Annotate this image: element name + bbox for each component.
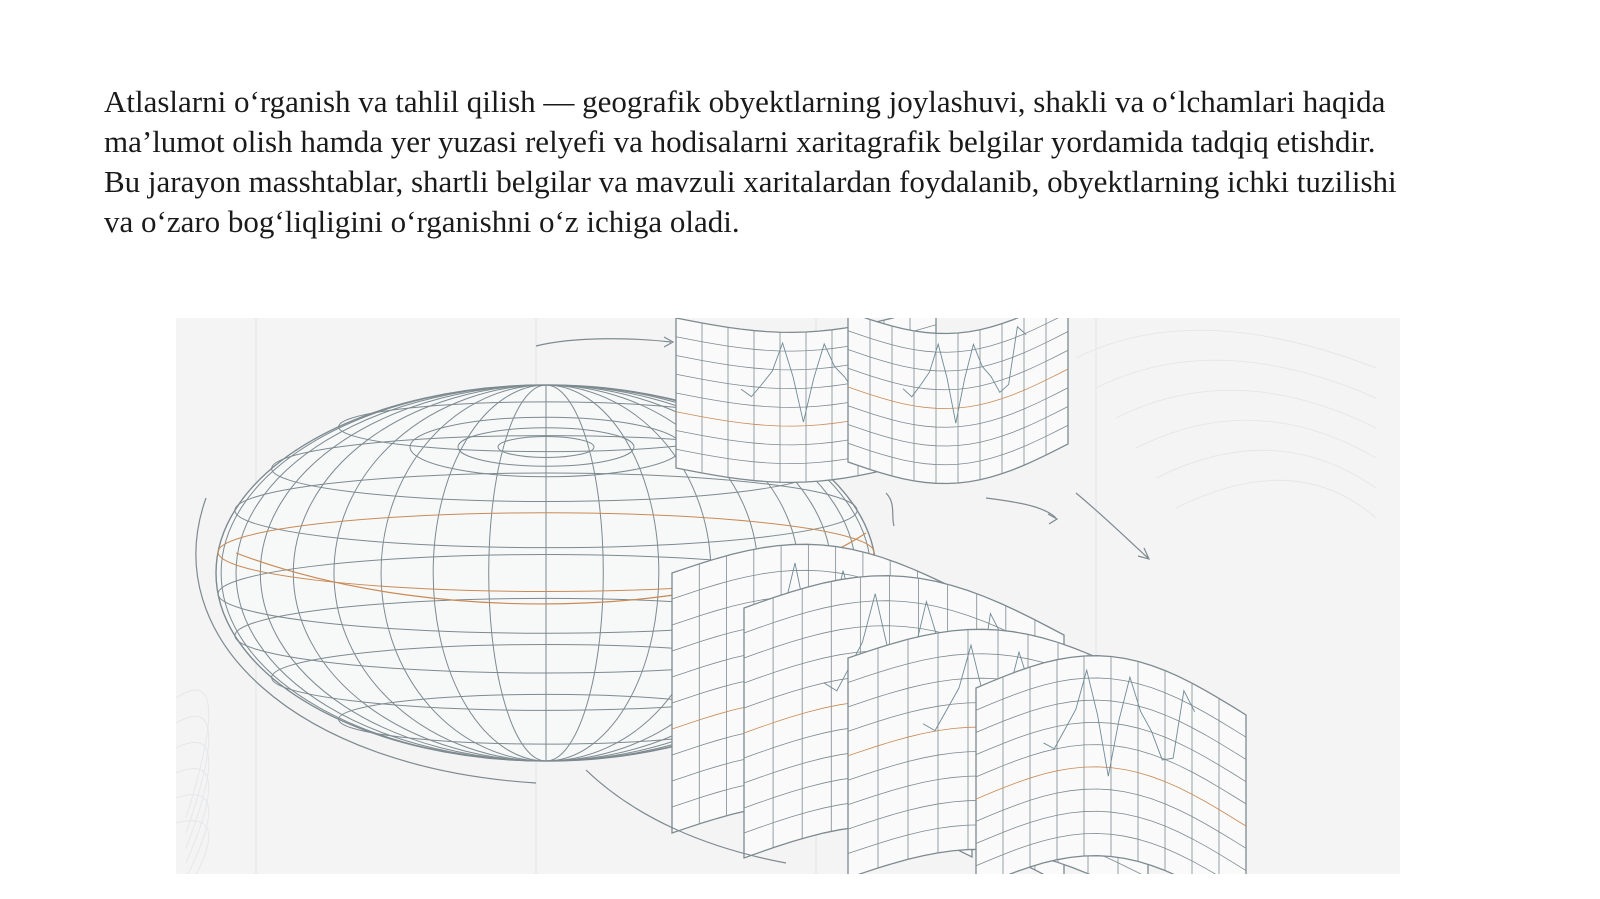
contour-line [176,769,209,863]
flow-arrow [886,493,894,526]
contour-line [1156,450,1376,488]
contour-line [1136,420,1376,458]
contour-line [176,795,209,874]
slide-paragraph: Atlaslarni o‘rganish va tahlil qilish — geografik obyektlarning joylashuvi, shakli va o‘lchamlari haqida ma’lumot olish hamda yer yuzasi relyefi va hodisalarni xaritagrafik belgilar yordamida tadqiq etishdir. Bu jarayon masshtablar, shartli belgilar va mavzuli xaritalardan foydalanib, obyektlarning ichki tuzilishi va o‘zaro bog‘liqligini o‘rganishni o‘z ichiga oladi. [104,84,1397,239]
contour-line [1116,390,1376,428]
map-panel [848,318,1068,484]
flow-arrow [1076,493,1148,558]
contour-line [176,690,209,818]
contour-line [1176,480,1376,518]
flow-arrow [986,498,1056,518]
projection-panels [672,318,1246,874]
map-panel [976,656,1246,874]
globe-projection-illustration [176,318,1400,874]
flow-arrow [536,339,671,346]
contour-line [1076,330,1376,368]
contour-line [1096,360,1376,398]
globe-projection-drawing [176,318,1400,874]
